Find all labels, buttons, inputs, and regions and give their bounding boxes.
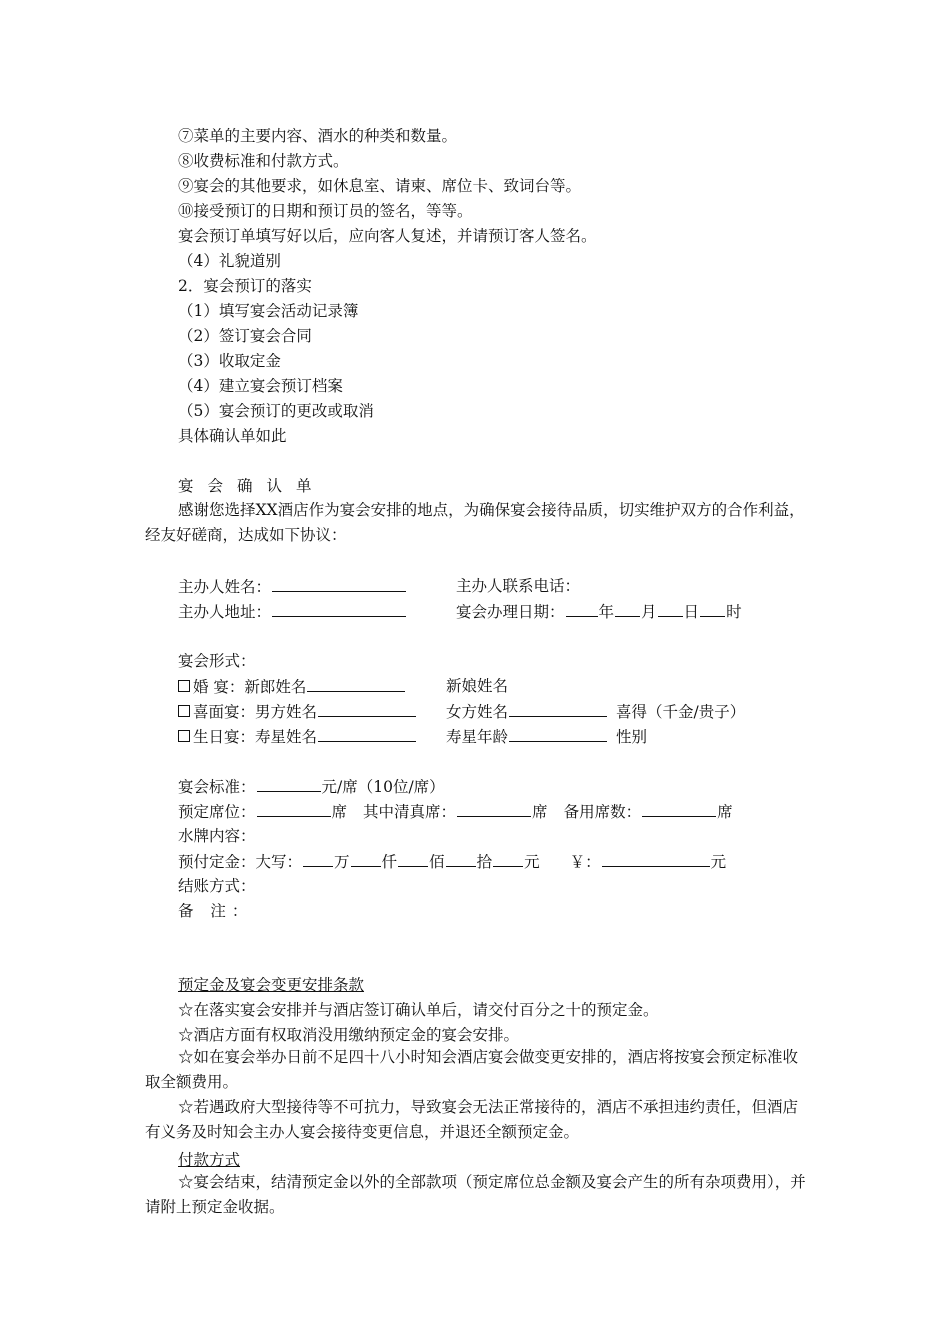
birthday-label: 生日宴：寿星姓名 — [193, 728, 318, 746]
form-title: 宴会确认单 — [178, 477, 326, 495]
type-label: 宴会形式： — [178, 652, 256, 670]
qian-field[interactable] — [351, 851, 381, 867]
form-intro: 感谢您选择XX酒店作为宴会安排的地点，为确保宴会接待品质，切实维护双方的合作利益，经友好磋商，达成如下协议： — [145, 501, 805, 544]
baby-label: 喜面宴：男方姓名 — [193, 703, 318, 721]
term-item: ☆若遇政府大型接待等不可抗力，导致宴会无法正常接待的，酒店不承担违约责任，但酒店有义务及时知会主办人宴会接待变更信息，并退还全额预定金。 — [145, 1098, 799, 1141]
day-field[interactable] — [658, 601, 683, 617]
birthday-checkbox[interactable] — [178, 730, 190, 742]
list-item: （4）礼貌道别 — [178, 252, 281, 270]
seats-row — [178, 801, 733, 822]
month-unit: 月 — [641, 603, 657, 621]
list-item: ⑩接受预订的日期和预订员的签名，等等。 — [178, 202, 473, 220]
mother-label: 女方姓名 — [446, 703, 509, 721]
list-item: 宴会预订单填写好以后，应向客人复述，并请预订客人签名。 — [178, 227, 597, 245]
qian-unit: 仟 — [381, 853, 398, 871]
year-unit: 年 — [598, 603, 615, 621]
wedding-label: 婚 宴：新郎姓名 — [193, 678, 307, 696]
standard-label: 宴会标准： — [178, 778, 256, 796]
seats-field[interactable] — [257, 801, 331, 817]
host-address-field[interactable] — [272, 601, 406, 617]
term-item: ☆如在宴会举办日前不足四十八小时知会酒店宴会做变更安排的，酒店将按宴会预定标准收取全额费用。 — [145, 1048, 799, 1091]
host-name-label: 主办人姓名： — [178, 578, 272, 596]
list-item: （5）宴会预订的更改或取消 — [178, 402, 374, 420]
deposit-label: 预付定金：大写： — [178, 853, 303, 871]
list-item: ⑨宴会的其他要求，如休息室、请柬、席位卡、致词台等。 — [178, 177, 582, 195]
term-item: ☆在落实宴会安排并与酒店签订确认单后，请交付百分之十的预定金。 — [178, 1001, 659, 1019]
mother-row — [446, 701, 745, 722]
water-label: 水牌内容： — [178, 827, 256, 845]
host-name-row — [178, 576, 407, 597]
payment-heading: 付款方式 — [178, 1151, 241, 1169]
yuan-field[interactable] — [493, 851, 523, 867]
seat-unit: 席 — [532, 803, 548, 821]
day-unit: 日 — [683, 603, 700, 621]
mother-name-field[interactable] — [509, 701, 607, 717]
bai-field[interactable] — [398, 851, 428, 867]
hour-field[interactable] — [700, 601, 725, 617]
yen-label: ￥： — [569, 853, 601, 871]
list-item: ⑧收费标准和付款方式。 — [178, 152, 349, 170]
list-item: 具体确认单如此 — [178, 427, 287, 445]
father-name-field[interactable] — [318, 701, 416, 717]
standard-unit: 元/席（10位/席） — [321, 778, 445, 796]
age-field[interactable] — [509, 726, 607, 742]
spare-label: 备用席数： — [563, 803, 642, 821]
yuan-unit: 元 — [524, 853, 540, 871]
wedding-checkbox[interactable] — [178, 680, 190, 692]
age-row — [446, 726, 647, 747]
host-address-label: 主办人地址： — [178, 603, 272, 621]
month-field[interactable] — [615, 601, 640, 617]
baby-checkbox[interactable] — [178, 705, 190, 717]
standard-row — [178, 776, 445, 797]
host-name-field[interactable] — [272, 576, 406, 592]
amount-field[interactable] — [602, 851, 710, 867]
birthday-row — [178, 726, 417, 747]
terms-heading: 预定金及宴会变更安排条款 — [178, 976, 365, 994]
date-row — [456, 601, 742, 622]
settle-label: 结账方式： — [178, 877, 256, 895]
deposit-row — [178, 851, 726, 872]
shi-unit: 拾 — [476, 853, 493, 871]
wan-unit: 万 — [334, 853, 350, 871]
seats-label: 预定席位： — [178, 803, 256, 821]
list-item: ⑦菜单的主要内容、酒水的种类和数量。 — [178, 127, 458, 145]
wan-field[interactable] — [303, 851, 333, 867]
hour-unit: 时 — [726, 603, 742, 621]
celebrant-name-field[interactable] — [318, 726, 416, 742]
year-field[interactable] — [566, 601, 598, 617]
groom-name-field[interactable] — [307, 676, 405, 692]
list-item: （3）收取定金 — [178, 352, 281, 370]
date-label: 宴会办理日期： — [456, 603, 565, 621]
baby-row — [178, 701, 417, 722]
remark-label: 备 注： — [178, 902, 254, 920]
section-heading: 2．宴会预订的落实 — [178, 277, 312, 295]
age-label: 寿星年龄 — [446, 728, 509, 746]
halal-field[interactable] — [457, 801, 531, 817]
term-item: ☆酒店方面有权取消没用缴纳预定金的宴会安排。 — [178, 1026, 520, 1044]
list-item: （2）签订宴会合同 — [178, 327, 312, 345]
list-item: （1）填写宴会活动记录簿 — [178, 302, 359, 320]
spare-field[interactable] — [642, 801, 716, 817]
host-address-row — [178, 601, 407, 622]
seat-unit: 席 — [331, 803, 348, 821]
bride-label: 新娘姓名 — [446, 677, 509, 695]
bai-unit: 佰 — [429, 853, 445, 871]
payment-item: ☆宴会结束，结清预定金以外的全部款项（预定席位总金额及宴会产生的所有杂项费用），并请附上预定金收据。 — [145, 1173, 806, 1216]
list-item: （4）建立宴会预订档案 — [178, 377, 343, 395]
seat-unit: 席 — [717, 803, 733, 821]
baby-gender-label: 喜得（千金/贵子） — [616, 703, 746, 721]
halal-label: 其中清真席： — [363, 803, 457, 821]
yuan-unit: 元 — [710, 853, 727, 871]
wedding-row — [178, 676, 406, 697]
standard-field[interactable] — [257, 776, 321, 792]
host-phone-label: 主办人联系电话： — [456, 577, 581, 595]
shi-field[interactable] — [446, 851, 476, 867]
gender-label: 性别 — [616, 728, 648, 746]
